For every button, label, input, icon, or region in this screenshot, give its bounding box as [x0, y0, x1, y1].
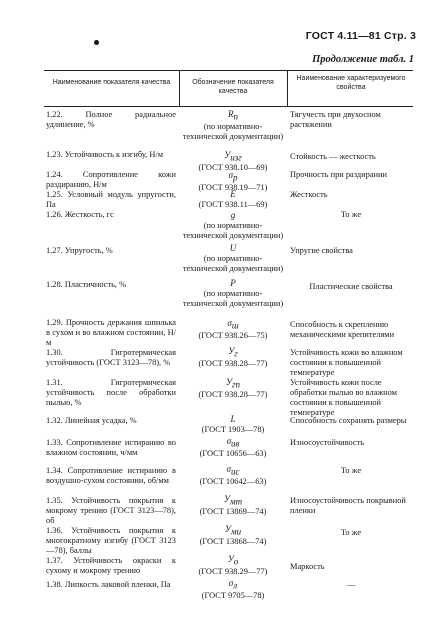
row-name: 1.29. Прочность держания шпилька в сухом и во влажном состоянии, Н/м — [46, 318, 176, 347]
row-name: 1.37. Устойчивость окраски к сухому и мокрому трению — [46, 556, 176, 575]
row-symbol: g (по нормативно-технической документации) — [182, 210, 284, 240]
row-symbol: $У_{ми}$ (ГОСТ 13868—74) — [199, 524, 267, 546]
row-name: 1.35. Устойчивость покрытия к мокрому трению (ГОСТ 3123—78), об — [46, 496, 176, 525]
row-name: 1.26. Жесткость, гс — [46, 210, 114, 219]
row-symbol: $\sigma_{ив}$ (ГОСТ 10656—63) — [199, 436, 267, 458]
column-divider-2 — [287, 70, 288, 106]
row-symbol: $У_о$ (ГОСТ 938.29—77) — [198, 554, 268, 576]
page-header: ГОСТ 4.11—81 Стр. 3 — [305, 30, 416, 42]
row-property: Прочность при раздирании — [290, 170, 387, 179]
row-name: 1.24. Сопротивление кожи раздиранию, Н/м — [46, 170, 176, 189]
row-name: 1.23. Устойчивость к изгибу, Н/м — [46, 150, 164, 159]
row-property: Жесткость — [290, 190, 328, 199]
page-dot-mark — [94, 40, 99, 45]
row-property: То же — [340, 528, 362, 537]
table-continuation-label: Продолжение табл. 1 — [312, 54, 414, 65]
row-property: Стойкость — жесткость — [290, 152, 376, 161]
row-property: Устойчивость кожи после обработки пылью во влажном состоянии к повышенной температуре — [290, 378, 397, 417]
row-name: 1.38. Липкость лаковой пленки, Па — [46, 580, 171, 589]
row-property: То же — [340, 210, 362, 219]
row-name: 1.27. Упругость, % — [46, 246, 113, 255]
row-symbol: $\sigma_{ис}$ (ГОСТ 10642—63) — [199, 464, 267, 486]
row-property: Устойчивость кожи во влажном состоянии к повышенной температуре — [290, 348, 403, 377]
row-symbol: Р (по нормативно-технической документации) — [182, 278, 284, 308]
table-top-border — [44, 70, 413, 71]
row-symbol: $R_п$ (по нормативно-технической документации) — [182, 109, 284, 141]
row-symbol: $У_г$ (ГОСТ 938.28—77) — [198, 346, 268, 368]
row-name: 1.31. Гигротермическая устойчивость после обработки пылью, % — [46, 378, 176, 407]
row-property: То же — [340, 466, 362, 475]
row-name: 1.34. Сопротивление истиранию в воздушно-сухом состоянии, об/мм — [46, 466, 176, 485]
row-name: 1.30. Гигротермическая устойчивость (ГОСТ 3123—78), % — [46, 348, 176, 367]
row-symbol: $\sigma_л$ (ГОСТ 9705—78) — [201, 578, 265, 600]
row-symbol: Е (ГОСТ 938.11—69) — [198, 189, 268, 209]
row-property: — — [346, 580, 356, 589]
row-symbol: $\sigma_р$ (ГОСТ 938.19—71) — [198, 170, 268, 192]
row-property: Упругие свойства — [290, 246, 353, 255]
row-name: 1.25. Условный модуль упругости, Па — [46, 190, 176, 209]
row-name: 1.36. Устойчивость покрытия к многократному изгибу (ГОСТ 3123—78), баллы — [46, 526, 176, 555]
column-divider-1 — [179, 70, 180, 106]
row-name: 1.22. Полное радиальное удлинение, % — [46, 110, 176, 129]
row-property: Пластические свойства — [309, 282, 393, 291]
row-symbol: $У_{гп}$ (ГОСТ 938.28—77) — [198, 377, 268, 399]
column-header-symbol: Обозначение показателя качества — [192, 79, 274, 95]
row-symbol: L (ГОСТ 1903—78) — [201, 414, 265, 434]
row-name: 1.32. Линейная усадка, % — [46, 416, 137, 425]
row-name: 1.28. Пластичность, % — [46, 280, 127, 289]
row-property: Способность сохранять размеры — [290, 416, 407, 425]
row-symbol: U (по нормативно-технической документации) — [182, 243, 284, 273]
row-symbol: $У_{изг}$ (ГОСТ 938.10—69) — [198, 150, 268, 172]
row-property: Тягучесть при двухосном растяжении — [290, 110, 381, 129]
row-name: 1.33. Сопротивление истиранию во влажном состоянии, ч/мм — [46, 438, 176, 457]
row-property: Маркость — [290, 562, 325, 571]
column-header-name: Наименование показателя качества — [52, 79, 171, 86]
row-symbol: $У_{мт}$ (ГОСТ 13869—74) — [199, 494, 267, 516]
table-header-border — [44, 106, 413, 107]
row-property: Износоустойчивость покрывной пленки — [290, 496, 406, 515]
column-header-property: Наименование характеризуемого свойства — [296, 75, 406, 91]
row-symbol: $\sigma_ш$ (ГОСТ 938.26—75) — [198, 318, 268, 340]
row-property: Износоустойчивость — [290, 438, 365, 447]
row-property: Способность к скреплению механическими крепителями — [290, 320, 395, 339]
